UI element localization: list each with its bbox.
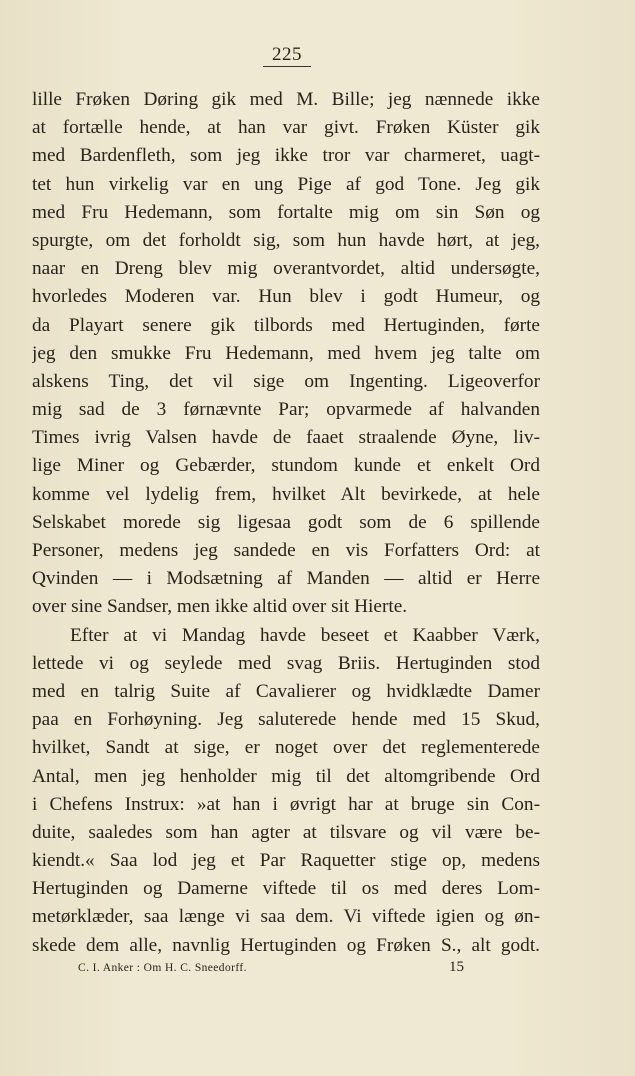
text-line: tet hun virkelig var en ung Pige af god Tone. Jeg gik <box>32 173 540 195</box>
text-line: naar en Dreng blev mig overantvordet, altid undersøgte, <box>32 258 540 280</box>
page-number-rule <box>263 66 311 67</box>
text-line: da Playart senere gik tilbords med Hertuginden, førte <box>32 314 540 336</box>
footer-sheet-number: 15 <box>449 959 464 975</box>
text-line: Antal, men jeg henholder mig til det altomgribende Ord <box>32 765 540 787</box>
text-line: Times ivrig Valsen havde de faaet straalende Øyne, liv- <box>32 427 540 449</box>
text-line: Personer, medens jeg sandede en vis Forfatters Ord: at <box>32 540 540 561</box>
text-line: Hertuginden og Damerne viftede til os med deres Lom- <box>32 878 540 900</box>
text-line: med en talrig Suite af Cavalierer og hvidklædte Damer <box>32 680 540 702</box>
paragraph-first-line: Efter at vi Mandag havde beseet et Kaabber Værk, <box>70 624 540 646</box>
text-line: hvorledes Moderen var. Hun blev i godt Humeur, og <box>32 286 540 308</box>
page-number: 225 <box>272 44 302 65</box>
text-line: komme vel lydelig frem, hvilket Alt bevirkede, at hele <box>32 483 540 505</box>
text-line: spurgte, om det forholdt sig, som hun havde hørt, at jeg, <box>32 229 540 251</box>
text-line: lige Miner og Gebærder, stundom kunde et enkelt Ord <box>32 455 540 477</box>
text-line: skede dem alle, navnlig Hertuginden og Frøken S., alt godt. <box>32 934 540 956</box>
text-line: hvilket, Sandt at sige, er noget over det reglementerede <box>32 737 540 759</box>
text-line: at fortælle hende, at han var givt. Frøken Küster gik <box>32 117 540 139</box>
text-line: kiendt.« Saa lod jeg et Par Raquetter stige op, medens <box>32 850 540 872</box>
text-line: over sine Sandser, men ikke altid over sit Hierte. <box>32 596 408 618</box>
text-line: alskens Ting, det vil sige om Ingenting. Ligeoverfor <box>32 370 540 392</box>
text-line: jeg den smukke Fru Hedemann, med hvem jeg talte om <box>32 342 540 364</box>
text-line: i Chefens Instrux: »at han i øvrigt har at bruge sin Con- <box>32 793 540 815</box>
text-line: Qvinden — i Modsætning af Manden — altid er Herre <box>32 568 540 590</box>
text-line: metørklæder, saa længe vi saa dem. Vi viftede igien og øn- <box>32 906 540 928</box>
text-line: lettede vi og seylede med svag Briis. Hertuginden stod <box>32 652 540 674</box>
text-line: duite, saaledes som han agter at tilsvare og vil være be- <box>32 821 540 843</box>
body-text <box>32 86 540 960</box>
text-line: med Fru Hedemann, som fortalte mig om sin Søn og <box>32 201 540 223</box>
text-line: Selskabet morede sig ligesaa godt som de 6 spillende <box>32 511 540 533</box>
text-line: med Bardenfleth, som jeg ikke tror var charmeret, uagt- <box>32 145 540 167</box>
footer-signature: C. I. Anker : Om H. C. Sneedorff. <box>78 962 247 974</box>
text-line: paa en Forhøyning. Jeg saluterede hende med 15 Skud, <box>32 709 540 731</box>
text-line: mig sad de 3 førnævnte Par; opvarmede af halvanden <box>32 399 540 421</box>
text-line: lille Frøken Døring gik med M. Bille; jeg nænnede ikke <box>32 89 540 110</box>
